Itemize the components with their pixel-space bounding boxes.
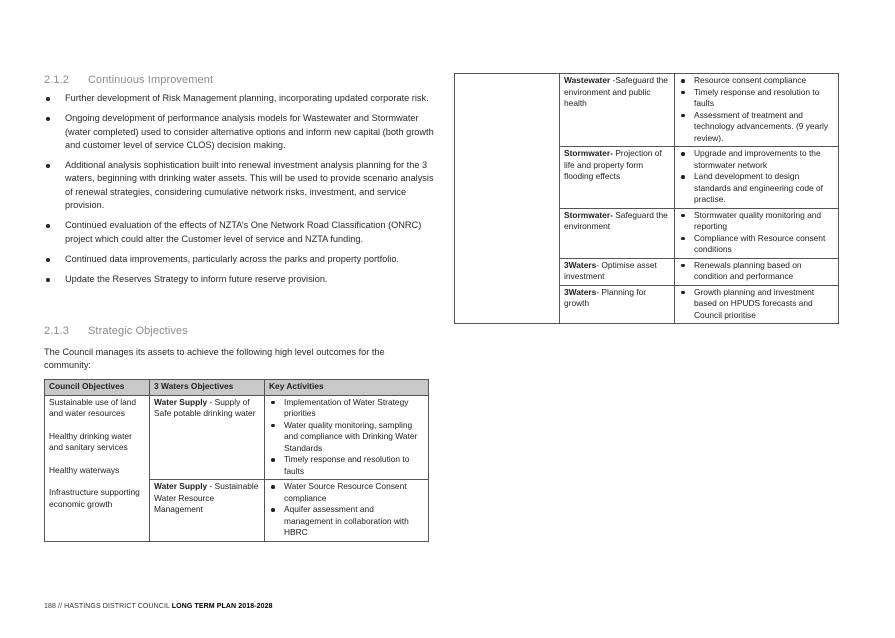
council-objective: Infrastructure supporting economic growth xyxy=(49,487,140,509)
objectives-table-continued xyxy=(454,73,839,324)
key-activities-cell xyxy=(675,285,839,324)
objective-label: Water Supply xyxy=(154,481,208,491)
key-activities-cell xyxy=(265,395,429,480)
page-footer xyxy=(44,603,273,610)
table-row xyxy=(45,395,429,480)
waters-objective-cell xyxy=(150,395,265,480)
key-activities-cell xyxy=(265,480,429,542)
waters-objective-cell xyxy=(560,258,675,285)
waters-objective-cell xyxy=(560,285,675,324)
activity-item: Upgrade and improvements to the stormwater network xyxy=(679,148,834,171)
objective-description: -Safeguard the environment and public health xyxy=(564,75,668,108)
column-header-council-objectives: Council Objectives xyxy=(45,380,150,396)
activity-item: Water Source Resource Consent compliance xyxy=(269,481,424,504)
objective-label: 3Waters xyxy=(564,259,597,270)
table-row xyxy=(455,74,839,147)
objective-description: - Supply of Safe potable drinking water xyxy=(154,396,256,418)
objective-label: Water Supply xyxy=(154,396,208,407)
activity-item: Compliance with Resource consent conditions xyxy=(679,233,834,256)
section-heading-strategic-objectives xyxy=(44,325,188,337)
section-title: Continuous Improvement xyxy=(88,74,214,86)
column-header-3-waters-objectives: 3 Waters Objectives xyxy=(150,380,265,396)
council-objective: Healthy waterways xyxy=(49,464,120,475)
key-activities-cell xyxy=(675,208,839,258)
waters-objective-cell xyxy=(560,208,675,258)
key-activities-cell xyxy=(675,74,839,147)
table-header-row xyxy=(45,380,429,396)
section-heading-continuous-improvement xyxy=(44,74,213,86)
list-item: Continued evaluation of the effects of NZTA’s One Network Road Classification (ONRC) project which could alter the Customer level of service and NZTA funding. xyxy=(44,219,434,246)
activity-item: Assessment of treatment and technology advancements. (9 yearly review). xyxy=(679,110,834,145)
waters-objective-cell xyxy=(560,74,675,147)
section-number: 2.1.2 xyxy=(44,74,69,86)
activity-item: Water quality monitoring, sampling and compliance with Drinking Water Standards xyxy=(269,420,424,455)
list-item: Update the Reserves Strategy to inform future reserve provision. xyxy=(44,273,434,286)
activity-item: Resource consent compliance xyxy=(679,75,834,87)
key-activities-cell xyxy=(675,258,839,285)
key-activities-cell xyxy=(675,147,839,209)
activity-item: Growth planning and investment based on HPUDS forecasts and Council prioritise xyxy=(679,287,834,322)
list-item: Additional analysis sophistication built into renewal investment analysis planning for the 3 waters, beginning with drinking water assets. This will be used to provide scenario analysis of renewal strategies, considering cumulative network risks, investment, and service provision. xyxy=(44,159,434,212)
council-objectives-cell xyxy=(45,395,150,541)
list-item: Further development of Risk Management planning, incorporating updated corporate risk. xyxy=(44,92,434,105)
objective-label: Wastewater xyxy=(564,75,611,85)
council-objective: Healthy drinking water and sanitary services xyxy=(49,430,132,452)
waters-objective-cell xyxy=(560,147,675,209)
footer-prefix: 188 // HASTINGS DISTRICT COUNCIL xyxy=(44,603,172,610)
activity-item: Implementation of Water Strategy priorities xyxy=(269,397,424,420)
list-item: Continued data improvements, particularly across the parks and property portfolio. xyxy=(44,253,434,266)
column-header-key-activities: Key Activities xyxy=(265,380,429,396)
continuous-improvement-list xyxy=(44,92,434,294)
activity-item: Timely response and resolution to faults xyxy=(679,87,834,110)
activity-item: Aquifer assessment and management in collaboration with HBRC xyxy=(269,504,424,539)
objective-description: - Sustainable Water Resource Management xyxy=(154,481,259,514)
objective-label: Stormwater- xyxy=(564,209,613,220)
list-item: Ongoing development of performance analysis models for Wastewater and Stormwater (water completed) used to consider alternative options and inform new capital (both growth and customer level of service CLOS) decision making. xyxy=(44,112,434,152)
objectives-table xyxy=(44,379,429,542)
council-objectives-cell-empty xyxy=(455,74,560,324)
footer-document-title: LONG TERM PLAN 2018-2028 xyxy=(171,603,273,610)
objective-description: Safeguard the environment xyxy=(564,209,668,231)
objective-description: Projection of life and property form flooding effects xyxy=(564,148,662,181)
objective-label: 3Waters xyxy=(564,286,597,297)
section-title: Strategic Objectives xyxy=(88,325,188,337)
objective-description: - Optimise asset investment xyxy=(564,259,657,281)
activity-item: Land development to design standards and engineering code of practise. xyxy=(679,171,834,206)
waters-objective-cell xyxy=(150,480,265,542)
section-number: 2.1.3 xyxy=(44,325,69,337)
objective-description: - Planning for growth xyxy=(564,286,647,308)
activity-item: Timely response and resolution to faults xyxy=(269,454,424,477)
objective-label: Stormwater- xyxy=(564,148,613,158)
activity-item: Stormwater quality monitoring and reporting xyxy=(679,210,834,233)
strategic-objectives-intro: The Council manages its assets to achieve the following high level outcomes for the community: xyxy=(44,347,385,371)
council-objective: Sustainable use of land and water resources xyxy=(49,396,137,418)
activity-item: Renewals planning based on condition and performance xyxy=(679,260,834,283)
